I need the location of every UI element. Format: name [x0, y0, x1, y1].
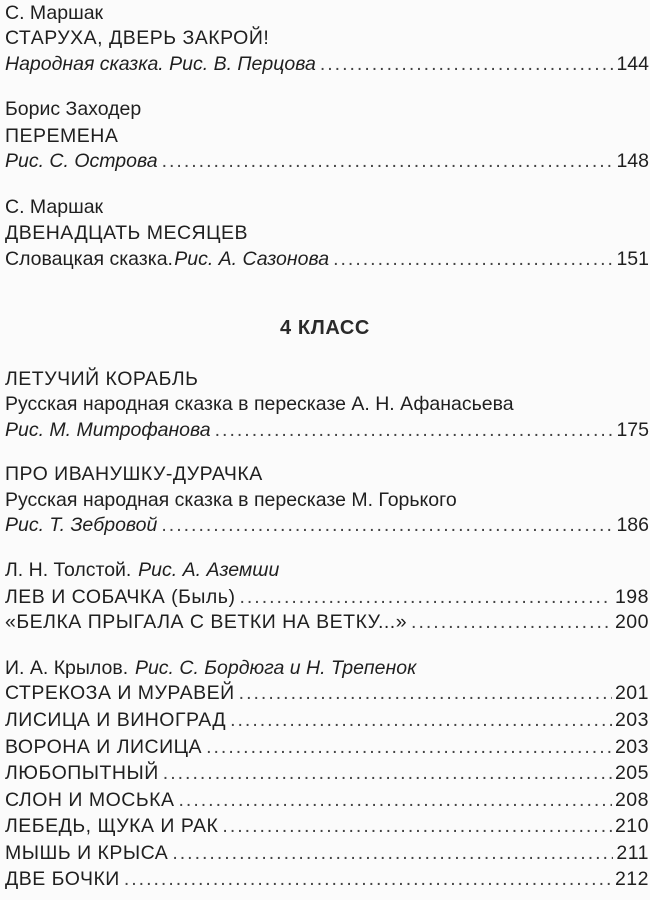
dot-leader: [162, 148, 614, 174]
work-title: ДВЕНАДЦАТЬ МЕСЯЦЕВ: [5, 222, 249, 244]
work-title: ЛЕБЕДЬ, ЩУКА И РАК: [5, 815, 219, 837]
work-title: СТРЕКОЗА И МУРАВЕЙ: [5, 682, 235, 704]
page-number: 175: [616, 419, 649, 441]
page-number: 203: [614, 736, 649, 758]
note-italic: Народная сказка. Рис. В. Перцова: [5, 53, 316, 75]
work-title: ПРО ИВАНУШКУ-ДУРАЧКА: [5, 463, 263, 485]
note-italic: Рис. А. Сазонова: [174, 248, 330, 270]
toc-row: [5, 51, 649, 77]
entry-title: [5, 366, 649, 392]
author-line: [5, 655, 649, 681]
toc-row: [5, 148, 649, 174]
entry-author: [5, 96, 649, 122]
dot-leader: [222, 813, 612, 839]
toc-row: [5, 813, 649, 839]
page-number: 151: [616, 248, 649, 270]
work-title: «БЕЛКА ПРЫГАЛА С ВЕТКИ НА ВЕТКУ...»: [5, 611, 408, 633]
entry-subtitle: [5, 391, 649, 417]
work-title: ПЕРЕМЕНА: [5, 125, 119, 147]
work-title: МЫШЬ И КРЫСА: [5, 842, 169, 864]
toc-row: [5, 707, 649, 733]
toc-row: [5, 680, 649, 706]
toc-row: [5, 417, 649, 443]
dot-leader: [206, 734, 612, 760]
entry-title: [5, 123, 649, 149]
work-title: ДВЕ БОЧКИ: [5, 868, 120, 890]
work-subtitle: Русская народная сказка в пересказе М. Горького: [5, 489, 457, 511]
page-number: 212: [614, 868, 649, 890]
work-title: ЛЕВ И СОБАЧКА (Быль): [5, 586, 236, 608]
work-subtitle: Русская народная сказка в пересказе А. Н. Афанасьева: [5, 393, 514, 415]
dot-leader: [124, 866, 612, 892]
toc-row: [5, 760, 649, 786]
page-number: 203: [614, 709, 649, 731]
author-name: Л. Н. Толстой.: [5, 559, 132, 581]
dot-leader: [239, 680, 612, 706]
section-heading: 4 КЛАСС: [280, 317, 370, 339]
entry-title: [5, 461, 649, 487]
dot-leader: [163, 760, 612, 786]
page-number: 200: [614, 611, 649, 633]
note-italic: Рис. С. Острова: [5, 150, 158, 172]
page-number: 211: [616, 842, 649, 864]
work-title: ВОРОНА И ЛИСИЦА: [5, 736, 203, 758]
page-number: 148: [616, 150, 649, 172]
page-number: 144: [616, 53, 649, 75]
entry-subtitle: [5, 487, 649, 513]
toc-row: [5, 866, 649, 892]
page-number: 201: [614, 682, 649, 704]
illustrator: Рис. С. Бордюга и Н. Трепенок: [134, 657, 417, 679]
dot-leader: [172, 840, 613, 866]
author-line: [5, 557, 649, 583]
author-name: Борис Заходер: [5, 98, 142, 120]
dot-leader: [161, 512, 613, 538]
note-plain: Словацкая сказка.: [5, 248, 173, 270]
page-number: 208: [614, 789, 649, 811]
work-title: СТАРУХА, ДВЕРЬ ЗАКРОЙ!: [5, 27, 270, 49]
illustrator: Рис. М. Митрофанова: [5, 419, 211, 441]
work-title: ЛИСИЦА И ВИНОГРАД: [5, 709, 227, 731]
dot-leader: [179, 787, 612, 813]
work-title: ЛЮБОПЫТНЫЙ: [5, 762, 159, 784]
toc-row: [5, 840, 649, 866]
entry-author: [5, 0, 649, 26]
work-title: СЛОН И МОСЬКА: [5, 789, 175, 811]
entry-author: [5, 194, 649, 220]
toc-row: [5, 787, 649, 813]
illustrator: Рис. Т. Зебровой: [5, 514, 158, 536]
dot-leader: [333, 246, 613, 272]
page-number: 205: [614, 762, 649, 784]
author-name: С. Маршак: [5, 196, 104, 218]
page-number: 186: [616, 514, 649, 536]
dot-leader: [320, 51, 614, 77]
dot-leader: [215, 417, 614, 443]
author-name: И. А. Крылов.: [5, 657, 129, 679]
illustrator: Рис. А. Аземши: [138, 559, 280, 581]
dot-leader: [230, 707, 612, 733]
entry-title: [5, 25, 649, 51]
work-title: ЛЕТУЧИЙ КОРАБЛЬ: [5, 368, 199, 390]
page-number: 210: [614, 815, 649, 837]
toc-row: [5, 512, 649, 538]
toc-row: [5, 734, 649, 760]
dot-leader: [239, 584, 612, 610]
toc-row: [5, 584, 649, 610]
entry-title: [5, 220, 649, 246]
page-number: 198: [614, 586, 649, 608]
dot-leader: [411, 609, 612, 635]
toc-row: [5, 246, 649, 272]
author-name: С. Маршак: [5, 2, 104, 24]
toc-row: [5, 609, 649, 635]
